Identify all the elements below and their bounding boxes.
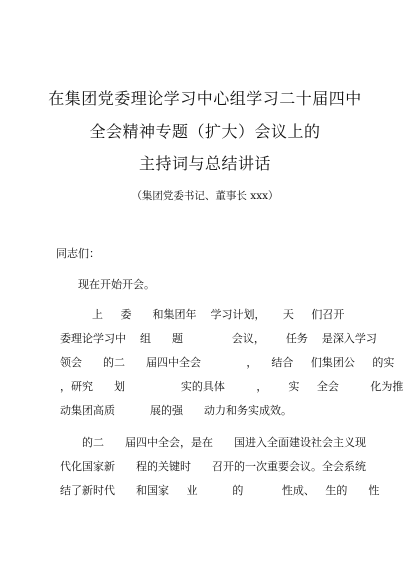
paragraph-2-line-1: 的二 届四中全会，是在 国进入全面建设社会主义现 (82, 436, 366, 449)
paragraph-1-line-2: 委理论学习中 组 题 会议， 任务 是深入学习 (60, 332, 377, 345)
paragraph-2-line-3: 结了新时代 和国家 业 的 性成、 生的 性 (60, 484, 380, 497)
document-title-line-3: 主持词与总结讲话 (138, 154, 271, 173)
salutation: 同志们： (56, 247, 100, 260)
paragraph-1-line-4: ，研究 划 实的具体 ， 实 全会 化为推 (60, 380, 404, 393)
document-subtitle: （集团党委书记、董事长 xxx） (131, 190, 279, 202)
paragraph-1-line-1: 上 委 和集团年 学习计划， 天 们召开 (92, 308, 345, 321)
paragraph-1-line-3: 领会 的二 届四中全会 ， 结合 们集团公 的实 (60, 356, 395, 369)
document-title-line-2: 全会精神专题（扩大）会议上的 (89, 122, 321, 141)
opening-line: 现在开始开会。 (78, 278, 155, 291)
document-title-line-1: 在集团党委理论学习中心组学习二十届四中 (48, 89, 362, 108)
paragraph-2-line-2: 代化国家新 程的关键时 召开的一次重要会议。全会系统 (60, 460, 366, 473)
paragraph-1-line-5: 动集团高质 展的强 动力和务实成效。 (60, 404, 292, 417)
